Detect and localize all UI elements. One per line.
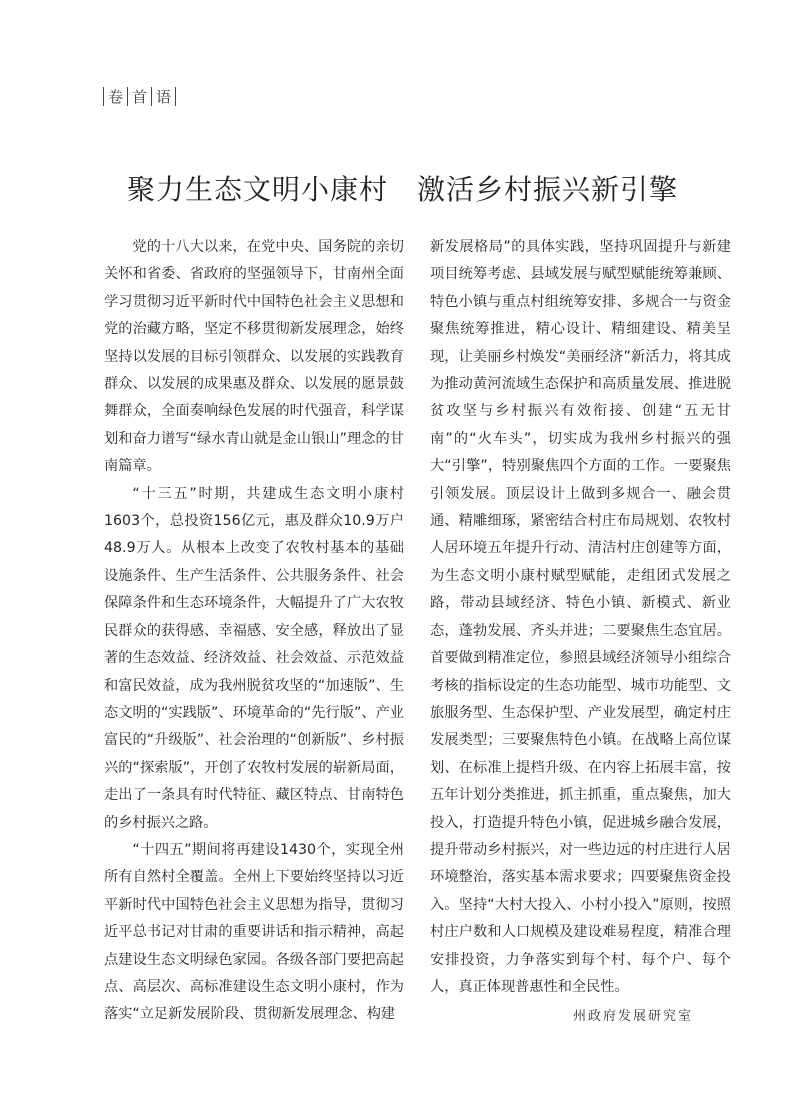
section-tag-char: 首 <box>132 88 148 106</box>
paragraph: “十四五”期间将再建设1430个，实现全州所有自然村全覆盖。全州上下要始终坚持以习近平新时代中国特色社会主义思想为指导，贯彻习近平总书记对甘肃的重要讲话和指示精神，高起点建设生态文明绿色家园。各级各部门要把高起点、高层次、高标准建设生态文明小康村，作为落实“立足新发展阶段、贯彻新发展理念、构建 <box>104 841 404 1023</box>
article-title: 聚力生态文明小康村 激活乡村振兴新引擎 <box>126 173 678 206</box>
section-tag-char: 语 <box>156 88 172 106</box>
article-column-left <box>104 234 404 1029</box>
paragraph: “十三五”时期，共建成生态文明小康村1603个，总投资156亿元，惠及群众10.9万户48.9万人。从根本上改变了农牧村基本的基础设施条件、生产生活条件、公共服务条件、社会保障条件和生态环境条件，大幅提升了广大农牧民群众的获得感、幸福感、安全感，释放出了显著的生态效益、经济效益、社会效益、示范效益和富民效益，成为我州脱贫攻坚的“加速版”、生态文明的“实践版”、环境革命的“先行版”、产业富民的“升级版”、社会治理的“创新版”、乡村振兴的“探索版”，开创了农牧村发展的崭新局面，走出了一条具有时代特征、藏区特点、甘南特色的乡村振兴之路。 <box>104 485 404 831</box>
section-tag-char: 卷 <box>108 88 124 106</box>
paragraph: 党的十八大以来，在党中央、国务院的亲切关怀和省委、省政府的坚强领导下，甘南州全面学习贯彻习近平新时代中国特色社会主义思想和党的治藏方略，坚定不移贯彻新发展理念，始终坚持以发展的目标引领群众、以发展的实践教育群众、以发展的成果惠及群众、以发展的愿景鼓舞群众，全面奏响绿色发展的时代强音，科学谋划和奋力谱写“绿水青山就是金山银山”理念的甘南篇章。 <box>104 239 404 475</box>
article-column-right <box>430 234 731 1031</box>
divider <box>175 87 176 106</box>
section-tag <box>103 86 176 107</box>
paragraph: 新发展格局”的具体实践，坚持巩固提升与新建项目统筹考虑、县域发展与赋型赋能统筹兼顾、特色小镇与重点村组统筹安排、多规合一与资金聚焦统筹推进，精心设计、精细建设、精美呈现，让美丽乡村焕发“美丽经济”新活力，将其成为推动黄河流域生态保护和高质量发展、推进脱贫攻坚与乡村振兴有效衔接、创建“五无甘南”的“火车头”，切实成为我州乡村振兴的强大“引擎”，特别聚焦四个方面的工作。一要聚焦引领发展。顶层设计上做到多规合一、融会贯通、精雕细琢，紧密结合村庄布局规划、农牧村人居环境五年提升行动、清洁村庄创建等方面，为生态文明小康村赋型赋能，走组团式发展之路，带动县域经济、特色小镇、新模式、新业态，蓬勃发展、齐头并进；二要聚焦生态宜居。首要做到精准定位，参照县域经济领导小组综合考核的指标设定的生态功能型、城市功能型、文旅服务型、生态保护型、产业发展型，确定村庄发展类型；三要聚焦特色小镇。在战略上高位谋划、在标准上提档升级、在内容上拓展丰富，按五年计划分类推进，抓主抓重，重点聚焦，加大投入，打造提升特色小镇，促进城乡融合发展，提升带动乡村振兴，对一些边远的村庄进行人居环境整治，落实基本需求要求；四要聚焦资金投入。坚持“大村大投入、小村小投入”原则，按照村庄户数和人口规模及建设难易程度，精准合理安排投资，力争落实到每个村、每个户、每个人，真正体现普惠性和全民性。 <box>430 239 731 995</box>
author-signature: 州政府发展研究室 <box>572 1009 693 1025</box>
